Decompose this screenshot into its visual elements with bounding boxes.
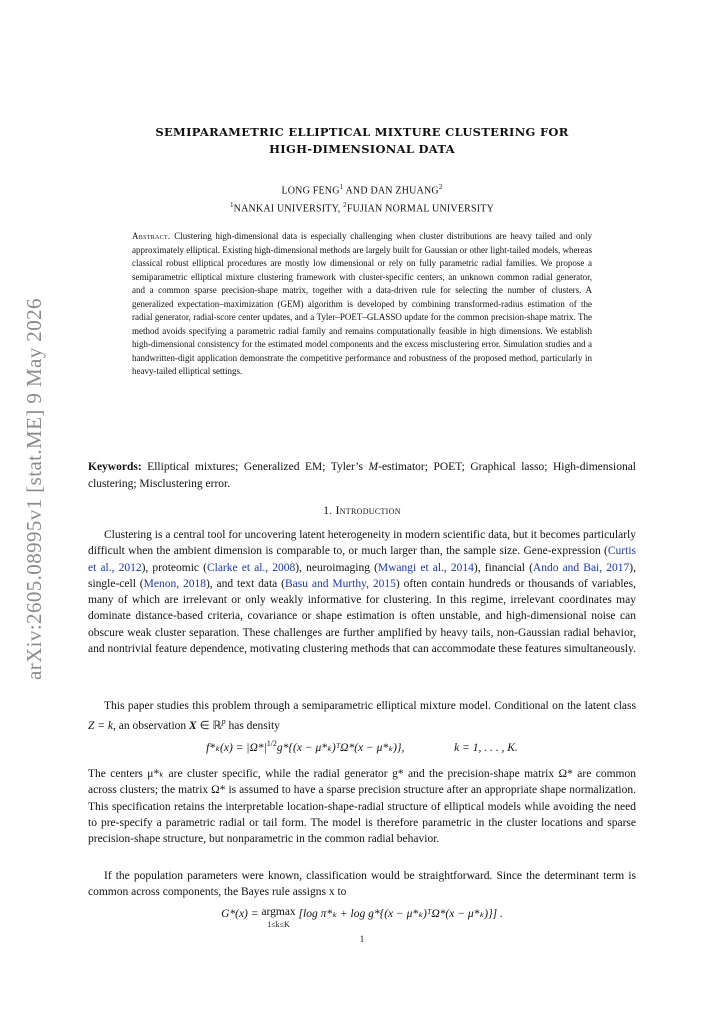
paper-title — [88, 124, 636, 158]
citation-link[interactable]: Clarke et al., 2008 — [206, 561, 296, 574]
citation-link[interactable]: Ando and Bai, 2017 — [532, 561, 630, 574]
author-affiliations: $^1$NANKAI UNIVERSITY, $^2$FUJIAN NORMAL UNIVERSITY — [229, 201, 495, 215]
abstract — [132, 230, 592, 379]
abstract-label: Abstract. — [132, 231, 171, 241]
author-block — [88, 180, 636, 217]
intro-paragraph-2: This paper studies this problem through a semiparametric elliptical mixture model. Conditional on the latent class Z = k, an observation X ∈ ℝ$^p$ has density — [88, 700, 636, 733]
author-2: DAN ZHUANG — [370, 185, 439, 197]
intro-paragraph-1: Clustering is a central tool for uncovering latent heterogeneity in modern scientific data, but it becomes particularly difficult when the ambient dimension is comparable to, or much larger than, the sample size. Gene-expression (Curtis et al., 2012), proteomic (Clarke et al., 2008), neuroimaging (Mwangi et al., 2014), financial (Ando and Bai, 2017), single-cell (Menon, 2018), and text data (Basu and Murthy, 2015) often contain hundreds or thousands of variables, many of which are irrelevant or only weakly informative for clustering. In this regime, irrelevant coordinates may dominate distance-based criteria, covariance or shape estimation is often unstable, and high-dimensional noise can obscure weak cluster separation. These challenges are further amplified by heavy tails, non-Gaussian radial behavior, and nontrivial feature dependence, motivating clustering methods that can accommodate these features simultaneously. — [88, 529, 636, 656]
affiliation-1: NANKAI UNIVERSITY, — [233, 203, 344, 215]
arxiv-identifier-stamp — [14, 290, 54, 680]
title-line-1: SEMIPARAMETRIC ELLIPTICAL MIXTURE CLUSTERING FOR — [155, 125, 569, 139]
density-equation: $f*_k(x) = |\Omega*|^{1/2}g*\{(x$ − μ*ₖ)ᵀΩ*(x − μ*ₖ)}, k = 1, . . . , K. — [206, 739, 518, 754]
author-names: LONG FENG$^1$ AND DAN ZHUANG$^2$ — [281, 183, 443, 197]
keywords: Keywords: Elliptical mixtures; Generalized EM; Tyler’s M-estimator; POET; Graphical lasso; High-dimensional clustering; Misclustering error. — [88, 461, 636, 490]
title-line-2: HIGH-DIMENSIONAL DATA — [269, 142, 455, 156]
section-heading-introduction: 1. Introduction — [323, 505, 401, 517]
citation-link[interactable]: Mwangi et al., 2014 — [377, 561, 474, 574]
affiliation-2: FUJIAN NORMAL UNIVERSITY — [346, 203, 495, 215]
author-1: LONG FENG — [281, 185, 340, 197]
citation-link[interactable]: Curtis et al., 2012 — [88, 545, 636, 574]
intro-paragraph-4: If the population parameters were known, classification would be straightforward. Since the determinant term is common across components, the Bayes rule assigns x to — [88, 870, 636, 899]
citation-link[interactable]: Menon, 2018 — [143, 577, 206, 590]
bayes-rule-equation: G*(x) = argmax 1≤k≤K [log π*ₖ + log g*{(x − μ*ₖ)ᵀΩ*(x − μ*ₖ)}] . — [221, 906, 503, 929]
arxiv-identifier: arXiv:2605.08995v1 [stat.ME] 9 May 2026 — [22, 298, 46, 680]
page-number: 1 — [359, 934, 365, 944]
abstract-text: Clustering high-dimensional data is especially challenging when cluster distributions are heavy tailed and only approximately elliptical. Existing high-dimensional methods are largely built for Gaussian or other light-tailed models, whereas classical robust elliptical procedures are mostly low dimensional or rely on fully parametric radial families. We propose a semiparametric elliptical mixture clustering framework with cluster-specific centers, an unknown common radial generator, and a common sparse precision-shape matrix, together with a data-driven rule for selecting the number of clusters. A generalized expectation–maximization (GEM) algorithm is developed by combining transformed-radius estimation of the radial generator, radial-score center updates, and a Tyler–POET–GLASSO update for the common precision-shape matrix. The method avoids specifying a parametric radial family and remains computationally feasible in high dimensions. We establish high-dimensional consistency for the estimated model components and the excess misclustering error. Simulation studies and a handwritten-digit application demonstrate the competitive performance and robustness of the proposed method, particularly in heavy-tailed elliptical settings. — [132, 231, 593, 376]
keywords-label: Keywords: — [88, 461, 142, 473]
intro-paragraph-3: The centers μ*ₖ are cluster specific, while the radial generator g* and the precision-shape matrix Ω* are common across clusters; the matrix Ω* is assumed to have a sparse precision structure after an appropriate shape normalization. This specification retains the interpretable location-shape-radial structure of elliptical models while avoiding the need to pre-specify a parametric radial or tail form. The model is therefore parametric in the cluster locations and sparse precision-shape structure, but nonparametric in the common radial behavior. — [88, 768, 636, 846]
citation-link[interactable]: Basu and Murthy, 2015 — [285, 577, 396, 590]
